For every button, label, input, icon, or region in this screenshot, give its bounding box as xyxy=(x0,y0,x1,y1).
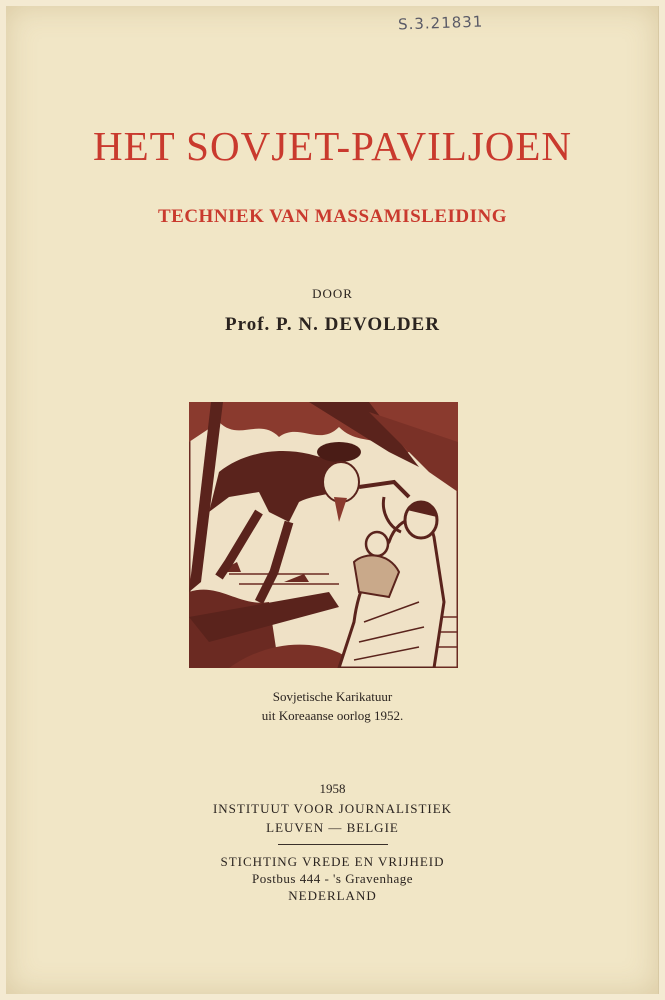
foundation-address: Postbus 444 - 's Gravenhage xyxy=(252,871,413,886)
publisher-block xyxy=(0,799,665,837)
imprint-divider xyxy=(278,844,388,845)
byline-label: DOOR xyxy=(312,286,353,301)
cover-subtitle: TECHNIEK VAN MASSAMISLEIDING xyxy=(157,206,508,227)
call-number-annotation: S.3.21831 xyxy=(397,12,484,34)
foundation-block xyxy=(0,853,665,904)
foundation-name: STICHTING VREDE EN VRIJHEID xyxy=(220,854,445,869)
author-name: Prof. P. N. DEVOLDER xyxy=(225,314,440,335)
figure-caption xyxy=(0,687,665,725)
caricature-illustration xyxy=(189,402,458,668)
publication-year: 1958 xyxy=(319,781,346,796)
caption-line-2: uit Koreaanse oorlog 1952. xyxy=(261,708,404,723)
cover-title: HET SOVJET-PAVILJOEN xyxy=(92,123,573,169)
publisher-institute: INSTITUUT VOOR JOURNALISTIEK xyxy=(212,801,453,816)
caption-line-1: Sovjetische Karikatuur xyxy=(272,689,393,704)
publisher-location: LEUVEN — BELGIE xyxy=(266,820,399,835)
foundation-country: NEDERLAND xyxy=(288,888,377,903)
